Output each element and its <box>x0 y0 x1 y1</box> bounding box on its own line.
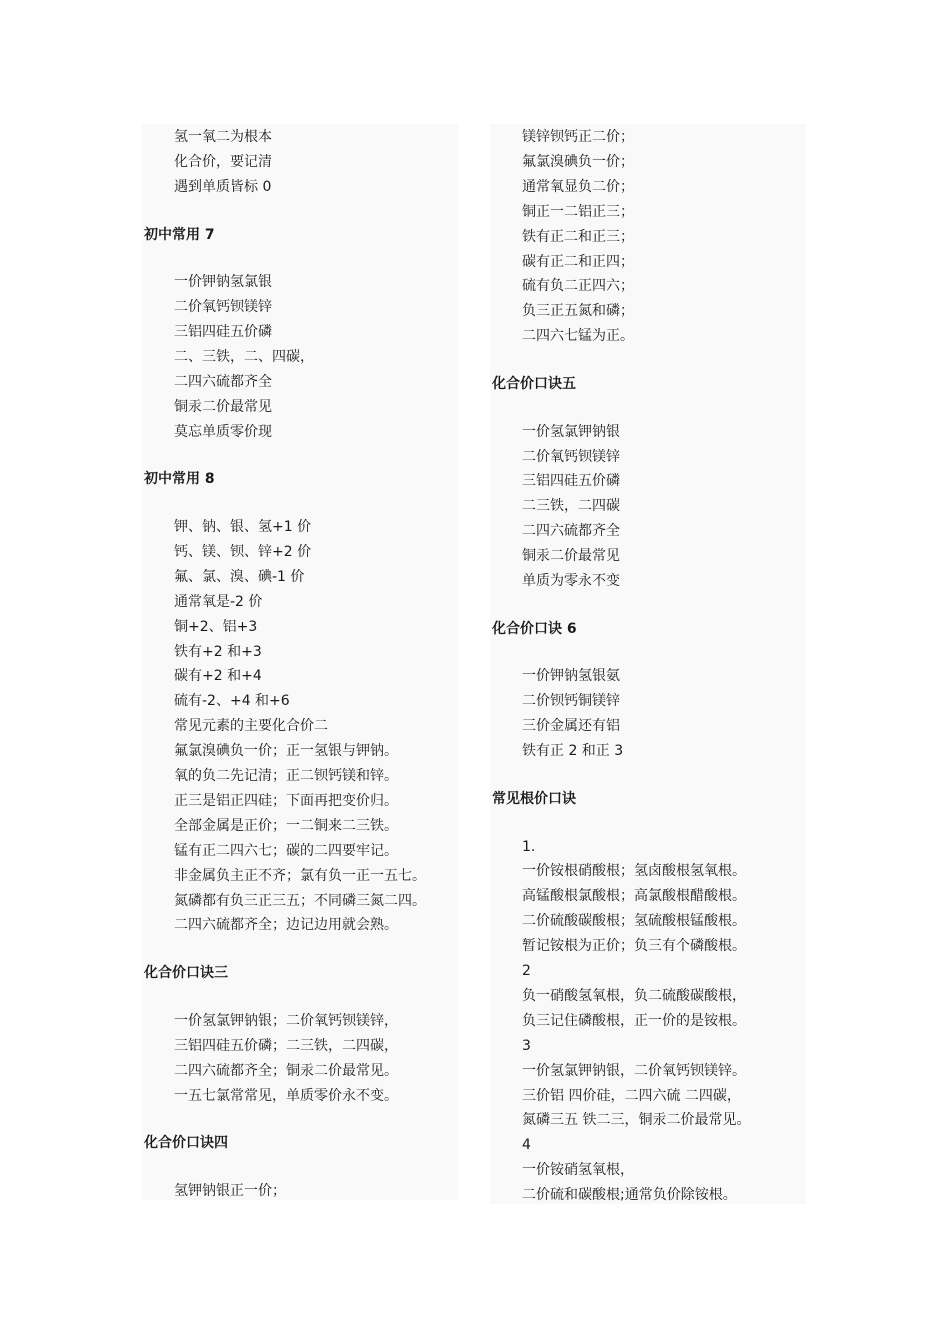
text-line: 1. <box>522 838 536 855</box>
text-line: 铜正一二铝正三； <box>522 203 634 220</box>
section-heading: 化合价口诀三 <box>144 965 228 982</box>
text-line: 二四六硫都齐全；铜汞二价最常见。 <box>174 1062 398 1079</box>
text-line: 负三正五氮和磷； <box>522 303 634 320</box>
section-heading: 化合价口诀 6 <box>492 620 577 637</box>
text-line: 碳有正二和正四； <box>522 253 634 270</box>
text-line: 通常氧显负二价； <box>522 178 634 195</box>
text-line: 非金属负主正不齐；氯有负一正一五七。 <box>174 867 426 884</box>
text-line: 莫忘单质零价现 <box>174 423 272 440</box>
text-line: 铜汞二价最常见 <box>174 398 272 415</box>
text-line: 三铝四硅五价磷；二三铁，二四碳， <box>174 1037 398 1054</box>
text-line: 铜+2、铝+3 <box>174 618 258 635</box>
section-heading: 初中常用 8 <box>144 471 215 488</box>
section-heading: 常见根价口诀 <box>492 790 576 807</box>
text-line: 铁有正二和正三； <box>522 228 634 245</box>
text-line: 全部金属是正价；一二铜来二三铁。 <box>174 817 398 834</box>
text-line: 高锰酸根氯酸根；高氯酸根醋酸根。 <box>522 888 746 905</box>
text-line: 二四六硫都齐全 <box>174 373 272 390</box>
text-line: 氢钾钠银正一价； <box>174 1182 286 1199</box>
text-line: 三价铝 四价硅，二四六硫 二四碳， <box>522 1087 741 1104</box>
section-heading: 化合价口诀四 <box>144 1135 228 1152</box>
text-line: 铁有正 2 和正 3 <box>522 743 624 760</box>
text-line: 常见元素的主要化合价二 <box>174 718 328 735</box>
right-column <box>490 124 806 1204</box>
text-line: 二四六硫都齐全；边记边用就会熟。 <box>174 917 398 934</box>
text-line: 钙、镁、钡、锌+2 价 <box>174 543 312 560</box>
section-heading: 初中常用 7 <box>144 226 215 243</box>
text-line: 一价钾钠氢银氨 <box>522 668 620 685</box>
text-line: 二四六硫都齐全 <box>522 523 620 540</box>
text-line: 氧的负二先记清；正二钡钙镁和锌。 <box>174 768 398 784</box>
text-line: 二价氧钙钡镁锌 <box>522 448 620 465</box>
text-line: 3 <box>522 1037 531 1054</box>
text-line: 一价钾钠氢氯银 <box>174 274 272 291</box>
section-heading: 化合价口诀五 <box>492 375 576 392</box>
text-line: 暂记铵根为正价；负三有个磷酸根。 <box>522 938 746 955</box>
text-line: 氮磷三五 铁二三，铜汞二价最常见。 <box>522 1112 751 1129</box>
text-line: 硫有-2、+4 和+6 <box>174 693 290 710</box>
text-line: 单质为零永不变 <box>522 573 620 589</box>
text-line: 通常氧是-2 价 <box>174 593 263 610</box>
text-line: 一价氢氯钾钠银，二价氧钙钡镁锌。 <box>522 1062 746 1079</box>
text-line: 一价铵根硝酸根；氢卤酸根氢氧根。 <box>522 863 746 880</box>
text-line: 碳有+2 和+4 <box>174 668 262 685</box>
text-line: 4 <box>522 1137 531 1154</box>
text-line: 一价氢氯钾钠银；二价氧钙钡镁锌， <box>174 1012 398 1029</box>
text-line: 镁锌钡钙正二价； <box>522 129 634 145</box>
text-line: 二价氧钙钡镁锌 <box>174 299 272 316</box>
left-column <box>142 124 458 1200</box>
text-line: 二四六七锰为正。 <box>522 328 634 345</box>
text-line: 氟氯溴碘负一价；正一氢银与钾钠。 <box>174 743 398 760</box>
text-line: 锰有正二四六七；碳的二四要牢记。 <box>174 842 398 859</box>
text-line: 化合价，要记清 <box>174 153 272 170</box>
text-line: 二、三铁，二、四碳， <box>174 348 314 365</box>
text-line: 2 <box>522 963 531 979</box>
text-line: 铁有+2 和+3 <box>174 643 262 660</box>
text-line: 三铝四硅五价磷 <box>174 324 272 340</box>
text-line: 负三记住磷酸根，正一价的是铵根。 <box>522 1012 746 1029</box>
text-line: 一价铵硝氢氧根， <box>522 1162 634 1179</box>
text-line: 氟氯溴碘负一价； <box>522 153 634 170</box>
text-line: 一五七氯常常见，单质零价永不变。 <box>174 1087 398 1104</box>
text-line: 氮磷都有负三正三五；不同磷三氮二四。 <box>174 892 426 909</box>
text-line: 氟、氯、溴、碘-1 价 <box>174 568 305 585</box>
text-line: 正三是铝正四硅；下面再把变价归。 <box>174 792 398 809</box>
text-line: 铜汞二价最常见 <box>522 548 620 565</box>
text-line: 负一硝酸氢氧根，负二硫酸碳酸根， <box>522 987 746 1004</box>
text-line: 二价硫酸碳酸根；氢硫酸根锰酸根。 <box>522 913 746 930</box>
text-line: 氢一氧二为根本 <box>174 129 272 145</box>
text-line: 二价钡钙铜镁锌 <box>522 693 620 710</box>
text-line: 遇到单质皆标 0 <box>174 178 272 195</box>
text-line: 钾、钠、银、氢+1 价 <box>174 519 312 535</box>
text-line: 一价氢氯钾钠银 <box>522 423 620 440</box>
text-line: 二价硫和碳酸根;通常负价除铵根。 <box>522 1187 737 1204</box>
text-line: 硫有负二正四六； <box>522 278 634 295</box>
text-line: 三价金属还有铝 <box>522 718 620 735</box>
text-line: 二三铁，二四碳 <box>522 498 620 515</box>
text-line: 三铝四硅五价磷 <box>522 473 620 490</box>
